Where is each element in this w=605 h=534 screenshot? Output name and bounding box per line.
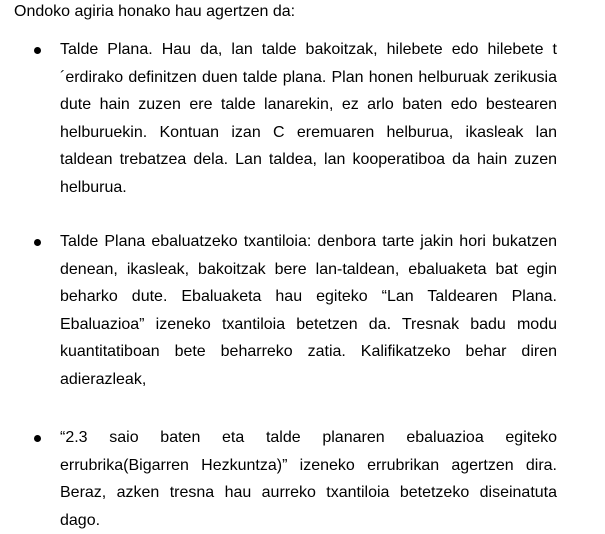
intro-text: Ondoko agiria honako hau agertzen da: [14, 3, 296, 20]
bullet-icon [34, 435, 41, 442]
list-item-text: Talde Plana. Hau da, lan talde bakoitzak, hilebete edo hilebete t´erdirako definitzen duen talde plana. Plan honen helburuak zerikusia dute hain zuzen ere talde lanarekin, ez arlo baten edo bestearen helburuekin. Kontuan izan C eremuaren helburua, ikasleak lan taldean trebatzea dela. Lan taldea, lan kooperatiboa da hain zuzen helburua. [60, 41, 557, 196]
bullet-icon [34, 47, 41, 54]
list-item-text: “2.3 saio baten eta talde planaren ebaluazioa egiteko errubrika(Bigarren Hezkuntza)” izeneko errubrikan agertzen dira. Beraz, azken tresna hau aurreko txantiloia betetzeko diseinatuta dago. [60, 429, 557, 529]
list-item-text: Talde Plana ebaluatzeko txantiloia: denbora tarte jakin hori bukatzen denean, ikasleak, bakoitzak bere lan-taldean, ebaluaketa bat egin beharko dute. Ebaluaketa hau egiteko “Lan Taldearen Plana. Ebaluazioa” izeneko txantiloia betetzen da. Tresnak badu modu kuantitatiboan bete beharreko zatia. Kalifikatzeko behar diren adierazleak, [60, 233, 557, 388]
bullet-icon [34, 239, 41, 246]
